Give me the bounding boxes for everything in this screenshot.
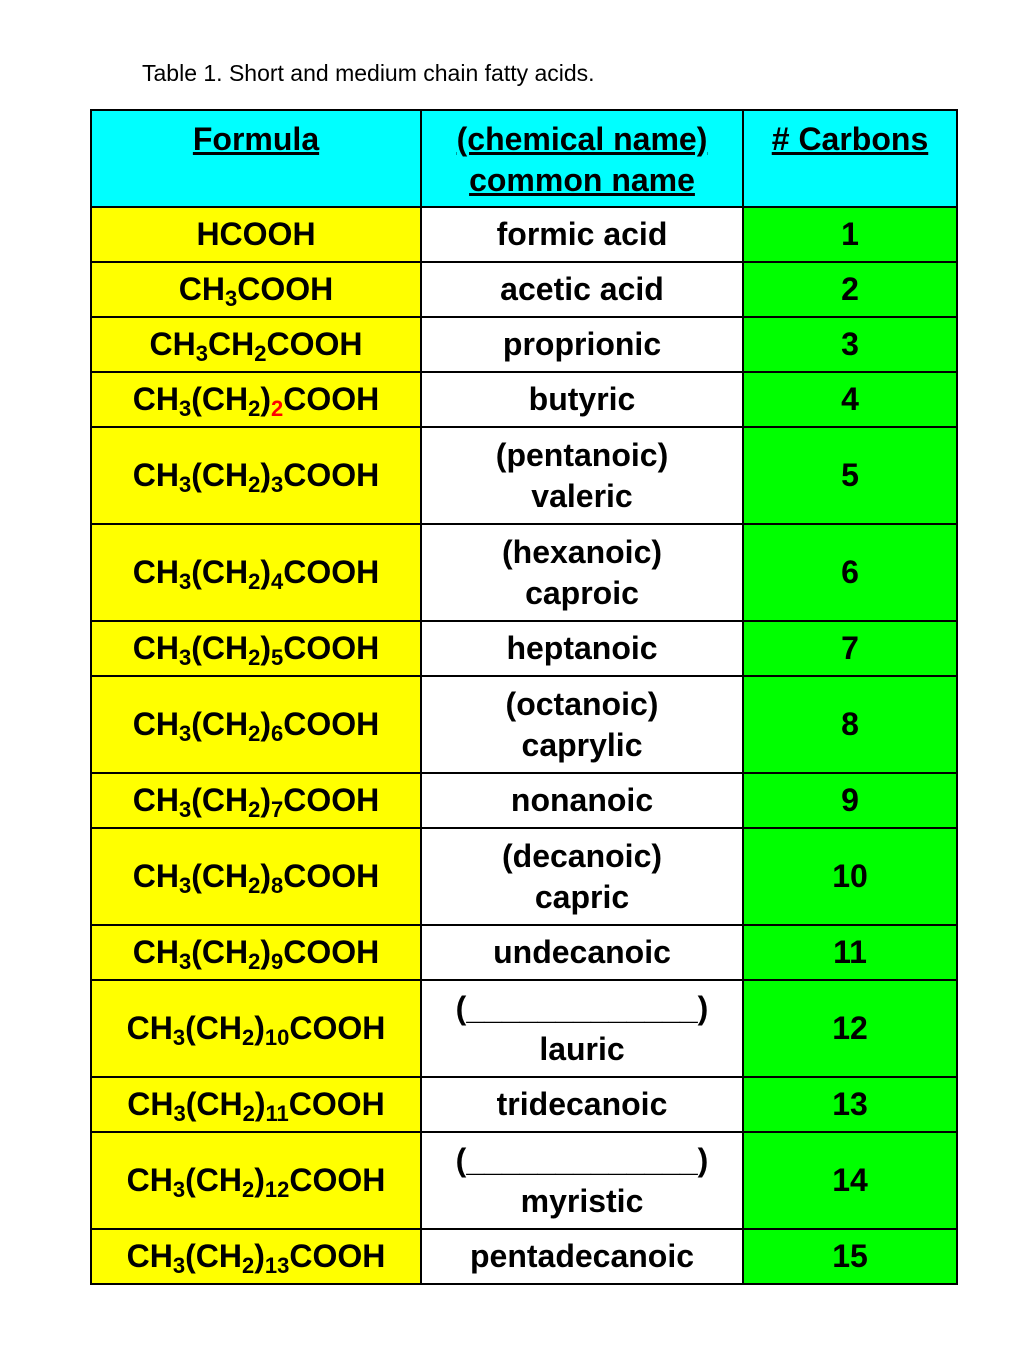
formula-part: CH	[178, 271, 225, 307]
table-row	[91, 372, 957, 427]
formula-part: (CH	[191, 630, 249, 666]
formula-part: COOH	[289, 1010, 386, 1046]
formula-text	[133, 704, 380, 745]
common-name: butyric	[528, 381, 636, 417]
common-name: caproic	[525, 574, 639, 611]
table-row	[91, 676, 957, 773]
formula-part: )	[260, 554, 271, 590]
formula-part: CH	[126, 1162, 173, 1198]
carbons-column-header	[743, 110, 957, 207]
formula-part: CH	[132, 934, 179, 970]
table-row	[91, 980, 957, 1077]
formula-part: CH	[132, 630, 179, 666]
carbon-count-cell: 5	[743, 427, 957, 524]
formula-part: COOH	[289, 1238, 386, 1274]
formula-part: CH	[127, 1086, 174, 1122]
formula-subscript: 10	[264, 1025, 290, 1050]
formula-part: (CH	[185, 1238, 242, 1274]
formula-part: )	[260, 457, 271, 493]
common-name: tridecanoic	[496, 1086, 668, 1122]
formula-text	[133, 379, 380, 420]
formula-subscript: 3	[178, 569, 192, 594]
table-row	[91, 427, 957, 524]
formula-subscript: 2	[248, 645, 261, 670]
formula-subscript: 2	[242, 1101, 255, 1126]
formula-part: )	[260, 782, 271, 818]
formula-subscript: 8	[271, 873, 284, 898]
chemical-name-cell	[421, 1077, 743, 1132]
formula-column-header	[91, 110, 421, 207]
formula-subscript: 5	[271, 645, 284, 670]
formula-part: COOH	[237, 271, 334, 307]
common-name: valeric	[531, 477, 633, 514]
formula-text	[150, 324, 363, 365]
formula-subscript: 12	[264, 1177, 290, 1202]
formula-part: (CH	[185, 1162, 242, 1198]
table-row	[91, 621, 957, 676]
formula-part: COOH	[288, 1086, 385, 1122]
formula-part: CH	[149, 326, 196, 362]
formula-cell	[91, 828, 421, 925]
formula-subscript: 7	[271, 797, 284, 822]
common-name: myristic	[520, 1182, 644, 1219]
table-row	[91, 925, 957, 980]
fatty-acids-table	[90, 109, 958, 1285]
formula-subscript: 3	[178, 873, 192, 898]
chemical-name-cell	[421, 828, 743, 925]
formula-part: CH	[132, 554, 179, 590]
table-row	[91, 1229, 957, 1284]
formula-subscript: 2	[241, 1177, 255, 1202]
formula-part: CH	[132, 706, 179, 742]
formula-part: (CH	[191, 554, 249, 590]
formula-subscript: 3	[178, 472, 192, 497]
common-name: pentadecanoic	[469, 1238, 695, 1274]
chemical-name: (pentanoic)	[495, 436, 669, 473]
formula-cell	[91, 524, 421, 621]
formula-part: CH	[208, 326, 255, 362]
formula-subscript: 2	[248, 797, 261, 822]
carbon-count-cell: 8	[743, 676, 957, 773]
name-header-line2: common name	[469, 162, 695, 198]
formula-subscript: 3	[178, 396, 192, 421]
formula-part: COOH	[283, 858, 380, 894]
name-header-line1: (chemical name)	[456, 121, 708, 157]
chemical-name-cell	[421, 676, 743, 773]
formula-text	[196, 214, 315, 255]
carbon-count-cell: 12	[743, 980, 957, 1077]
formula-text	[133, 552, 380, 593]
carbon-count-cell: 3	[743, 317, 957, 372]
common-name: heptanoic	[506, 630, 658, 666]
formula-part: CH	[132, 858, 179, 894]
formula-part: )	[254, 1010, 265, 1046]
common-name: acetic acid	[500, 271, 664, 307]
formula-part: CH	[132, 457, 179, 493]
carbon-count-cell: 13	[743, 1077, 957, 1132]
formula-part: (CH	[191, 457, 249, 493]
carbon-count-cell: 4	[743, 372, 957, 427]
formula-part: )	[254, 1086, 266, 1122]
carbon-count-cell: 1	[743, 207, 957, 262]
formula-text	[127, 1236, 386, 1277]
formula-cell	[91, 262, 421, 317]
formula-part: (CH	[185, 1010, 242, 1046]
chemical-name: (_____________)	[455, 989, 709, 1026]
formula-subscript: 2	[248, 721, 261, 746]
formula-part: )	[260, 934, 271, 970]
formula-subscript: 2	[248, 949, 261, 974]
formula-subscript: 3	[178, 949, 192, 974]
formula-part: (CH	[185, 1086, 243, 1122]
carbon-count-cell: 10	[743, 828, 957, 925]
table-row	[91, 207, 957, 262]
formula-part: (CH	[191, 782, 249, 818]
common-name: undecanoic	[493, 934, 671, 970]
carbon-count-cell: 11	[743, 925, 957, 980]
formula-part: (CH	[191, 934, 249, 970]
chemical-name-cell	[421, 207, 743, 262]
common-name: nonanoic	[510, 782, 654, 818]
formula-subscript: 3	[172, 1025, 186, 1050]
formula-header-label: Formula	[192, 121, 320, 157]
formula-cell	[91, 925, 421, 980]
formula-subscript: 13	[264, 1253, 290, 1278]
formula-subscript: 4	[271, 569, 284, 594]
table-body	[91, 207, 957, 1284]
formula-part: CH	[126, 1010, 173, 1046]
formula-text	[179, 269, 333, 310]
chemical-name-cell	[421, 372, 743, 427]
chemical-name-cell	[421, 524, 743, 621]
formula-part: COOH	[283, 630, 380, 666]
formula-part: CH	[132, 782, 179, 818]
formula-subscript: 2	[248, 569, 261, 594]
carbon-count-cell: 7	[743, 621, 957, 676]
chemical-name: (_____________)	[455, 1141, 709, 1178]
table-row	[91, 773, 957, 828]
formula-cell	[91, 1132, 421, 1229]
formula-part: COOH	[283, 554, 380, 590]
formula-part: CH	[126, 1238, 173, 1274]
table-row	[91, 1077, 957, 1132]
formula-text	[133, 856, 380, 897]
formula-subscript: 9	[271, 949, 284, 974]
formula-part: HCOOH	[196, 216, 316, 252]
formula-subscript: 3	[224, 286, 238, 311]
formula-part: )	[254, 1162, 265, 1198]
formula-part: COOH	[289, 1162, 386, 1198]
formula-subscript: 3	[172, 1253, 186, 1278]
chemical-name-cell	[421, 773, 743, 828]
carbon-count-cell: 2	[743, 262, 957, 317]
name-column-header	[421, 110, 743, 207]
formula-subscript: 2	[248, 472, 261, 497]
formula-text	[133, 932, 380, 973]
formula-part: )	[260, 858, 271, 894]
formula-part: (CH	[191, 381, 249, 417]
formula-text	[127, 1084, 385, 1125]
common-name: lauric	[539, 1030, 625, 1067]
formula-part: )	[260, 706, 271, 742]
formula-part: )	[260, 630, 271, 666]
formula-part: COOH	[283, 457, 380, 493]
table-header-row	[91, 110, 957, 207]
formula-cell	[91, 676, 421, 773]
formula-part: COOH	[266, 326, 363, 362]
chemical-name: (decanoic)	[501, 837, 663, 874]
formula-text	[127, 1160, 386, 1201]
chemical-name-cell	[421, 427, 743, 524]
formula-cell	[91, 980, 421, 1077]
common-name: proprionic	[502, 326, 662, 362]
formula-part: )	[260, 381, 271, 417]
formula-text	[133, 780, 380, 821]
chemical-name-cell	[421, 1132, 743, 1229]
chemical-name: (hexanoic)	[501, 533, 663, 570]
formula-subscript: 3	[178, 797, 192, 822]
carbon-count-cell: 9	[743, 773, 957, 828]
formula-subscript: 2	[241, 1025, 255, 1050]
carbons-header-label: # Carbons	[771, 121, 929, 157]
formula-part: COOH	[283, 706, 380, 742]
formula-subscript: 2	[241, 1253, 255, 1278]
formula-text	[133, 455, 380, 496]
formula-cell	[91, 1077, 421, 1132]
formula-cell	[91, 207, 421, 262]
formula-part: COOH	[283, 381, 380, 417]
formula-part: )	[254, 1238, 265, 1274]
formula-subscript: 3	[173, 1101, 186, 1126]
chemical-name-cell	[421, 317, 743, 372]
formula-subscript: 3	[271, 472, 284, 497]
chemical-name-cell	[421, 262, 743, 317]
formula-text	[127, 1008, 386, 1049]
formula-cell	[91, 1229, 421, 1284]
common-name: capric	[534, 878, 630, 915]
formula-part: (CH	[191, 706, 249, 742]
formula-cell	[91, 317, 421, 372]
formula-subscript: 3	[195, 341, 208, 366]
formula-subscript: 3	[178, 721, 192, 746]
formula-subscript: 3	[172, 1177, 186, 1202]
formula-subscript: 6	[271, 721, 284, 746]
formula-subscript: 2	[248, 873, 261, 898]
formula-cell	[91, 773, 421, 828]
formula-subscript: 2	[254, 341, 267, 366]
formula-part: COOH	[283, 782, 380, 818]
table-row	[91, 1132, 957, 1229]
formula-part: (CH	[191, 858, 249, 894]
table-caption: Table 1. Short and medium chain fatty acids.	[142, 60, 595, 86]
common-name: caprylic	[521, 726, 643, 763]
formula-subscript: 3	[178, 645, 192, 670]
table-row	[91, 262, 957, 317]
table-row	[91, 828, 957, 925]
carbon-count-cell: 15	[743, 1229, 957, 1284]
formula-cell	[91, 372, 421, 427]
chemical-name: (octanoic)	[505, 685, 659, 722]
chemical-name-cell	[421, 980, 743, 1077]
chemical-name-cell	[421, 925, 743, 980]
formula-part: CH	[132, 381, 179, 417]
common-name: formic acid	[496, 216, 668, 252]
formula-cell	[91, 427, 421, 524]
chemical-name-cell	[421, 1229, 743, 1284]
formula-text	[133, 628, 380, 669]
formula-part: COOH	[283, 934, 380, 970]
carbon-count-cell: 6	[743, 524, 957, 621]
formula-subscript: 2	[271, 396, 284, 421]
table-row	[91, 317, 957, 372]
formula-subscript: 11	[265, 1101, 289, 1126]
formula-subscript: 2	[248, 396, 261, 421]
formula-cell	[91, 621, 421, 676]
carbon-count-cell: 14	[743, 1132, 957, 1229]
table-row	[91, 524, 957, 621]
chemical-name-cell	[421, 621, 743, 676]
